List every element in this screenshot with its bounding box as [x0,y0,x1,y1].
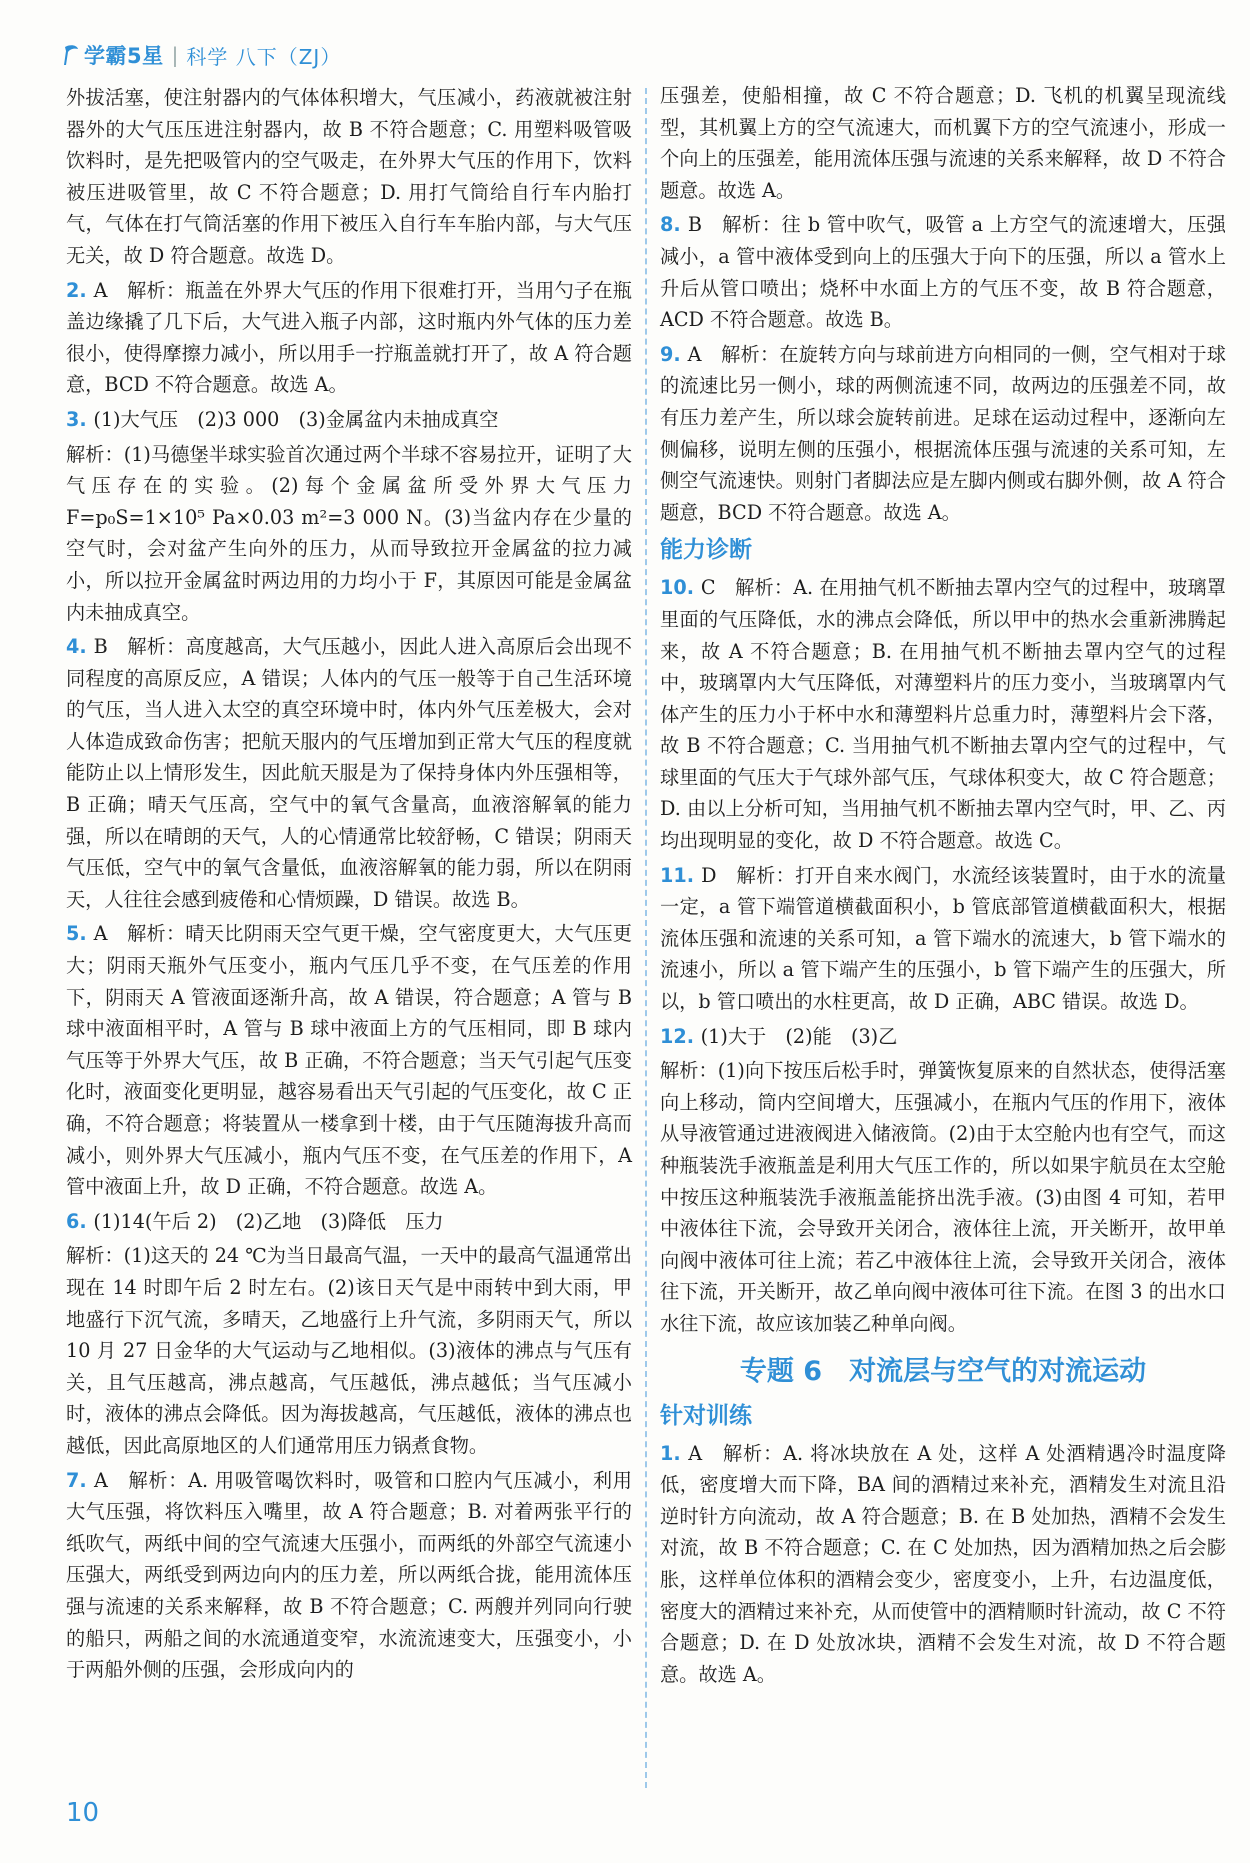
answer-item [660,572,1226,856]
answer-text: 解析：(1)向下按压后松手时，弹簧恢复原来的自然状态，使得活塞向上移动，筒内空间增大，压强减小，在瓶内气压的作用下，液体从导液管通过进液阀进入储液筒。(2)由于太空舱内也有空气，而这种瓶装洗手液瓶盖是利用大气压工作的，所以如果宇航员在太空舱中按压这种瓶装洗手液瓶盖能挤出洗手液。(3)由图 4 可知，若甲中液体往下流，会导致开关闭合，液体往上流，开关断开，故甲单向阀中液体可往上流；若乙中液体往上流，会导致开关闭合，液体往下流，开关断开，故乙单向阀中液体可往下流。在图 3 的出水口水往下流，故应该加装乙种单向阀。 [660,1059,1226,1335]
question-number: 7. [66,1468,95,1492]
answer-item [66,631,632,915]
answer-text: (1)大气压 (2)3 000 (3)金属盆内未抽成真空 [93,407,499,431]
subject-title: 科学 八下（ZJ） [186,44,342,69]
answer-text: 解析：(1)马德堡半球实验首次通过两个半球不容易拉开，证明了大气压存在的实验。(2)每个金属盆所受外界大气压力 F=p₀S=1×10⁵ Pa×0.03 m²=3 000 N。(3)当盆内存在少量的空气时，会对盆产生向外的压力，从而导致拉开金属盆的拉力减小，所以拉开金属盆时两边用的力均小于 F，其原因可能是金属盆内未抽成真空。 [66,442,632,624]
answer-text: (1)14(午后 2) (2)乙地 (3)降低 压力 [93,1209,444,1233]
question-number: 1. [660,1441,689,1465]
question-number: 10. [660,576,701,600]
answer-item [66,1206,632,1238]
header-separator: | [171,43,179,67]
section-heading: 针对训练 [660,1402,752,1429]
answer-paragraph [66,1240,632,1461]
left-column [66,82,632,1689]
answer-item [660,209,1226,335]
answer-text: A 解析：A. 用吸管喝饮料时，吸管和口腔内气压减小，利用大气压强，将饮料压入嘴里，故 A 符合题意；B. 对着两张平行的纸吹气，两纸中间的空气流速大压强小，而两纸的外部空气流速小压强大，两纸受到两边向内的压力差，所以两纸合拢，能用流体压强与流速的关系来解释，故 B 不符合题意；C. 两艘并列同向行驶的船只，两船之间的水流通道变窄，水流流速变大，压强变小，小于两船外侧的压强，会形成向内的 [66,1468,632,1682]
column-divider [645,88,647,1788]
question-number: 9. [660,342,688,366]
question-number: 2. [66,278,94,302]
right-column [660,80,1226,1693]
answer-paragraph [660,80,1226,206]
question-number: 12. [660,1024,701,1048]
answer-text: (1)大于 (2)能 (3)乙 [700,1024,898,1048]
question-number: 8. [660,213,688,237]
answer-item [660,860,1226,1018]
answer-paragraph [66,439,632,629]
topic-heading: 专题 6 对流层与空气的对流运动 [739,1355,1147,1387]
answer-text: B 解析：往 b 管中吹气，吸管 a 上方空气的流速增大，压强减小，a 管中液体受到向上的压强大于向下的压强，所以 a 管水上升后从管口喷出；烧杯中水面上方的气压不变，故 B 符合题意，ACD 不符合题意。故选 B。 [660,213,1226,332]
answer-paragraph [66,82,632,272]
answer-text: A 解析：在旋转方向与球前进方向相同的一侧，空气相对于球的流速比另一侧小，球的两侧流速不同，故两边的压强差不同，故有压力差产生，所以球会旋转前进。足球在运动过程中，逐渐向左侧偏移，说明左侧的压强小，根据流体压强与流速的关系可知，左侧空气流速快。则射门者脚法应是左脚内侧或右脚外侧，故 A 符合题意，BCD 不符合题意。故选 A。 [660,342,1226,524]
question-number: 5. [66,922,94,946]
section-heading: 能力诊断 [660,537,752,564]
answer-text: 压强差，使船相撞，故 C 不符合题意；D. 飞机的机翼呈现流线型，其机翼上方的空气流速大，而机翼下方的空气流速小，形成一个向上的压强差，能用流体压强与流速的关系来解释，故 D 不符合题意。故选 A。 [660,84,1226,202]
page-header [62,40,341,70]
answer-text: A 解析：A. 将冰块放在 A 处，这样 A 处酒精遇冷时温度降低，密度增大而下降，BA 间的酒精过来补充，酒精发生对流且沿逆时针方向流动，故 A 符合题意；B. 在 B 处加热，酒精不会发生对流，故 B 不符合题意；C. 在 C 处加热，因为酒精加热之后会膨胀，这样单位体积的酒精会变少，密度变小，上升，右边温度低，密度大的酒精过来补充，从而使管中的酒精顺时针流动，故 C 不符合题意；D. 在 D 处放冰块，酒精不会发生对流，故 D 不符合题意。故选 A。 [660,1441,1226,1686]
answer-text: B 解析：高度越高，大气压越小，因此人进入高原后会出现不同程度的高原反应，A 错误；人体内的气压一般等于自己生活环境的气压，当人进入太空的真空环境中时，体内外气压差极大，会对人体造成致命伤害；把航天服内的气压增加到正常大气压的程度就能防止以上情形发生，因此航天服是为了保持身体内外压强相等，B 正确；晴天气压高，空气中的氧气含量高，血液溶解氧的能力强，所以在晴朗的天气，人的心情通常比较舒畅，C 错误；阴雨天气压低，空气中的氧气含量低，血液溶解氧的能力弱，所以在阴雨天，人往往会感到疲倦和心情烦躁，D 错误。故选 B。 [66,635,632,911]
answer-text: A 解析：晴天比阴雨天空气更干燥，空气密度更大，大气压更大；阴雨天瓶外气压变小，瓶内气压几乎不变，在气压差的作用下，阴雨天 A 管液面逐渐升高，故 A 错误，符合题意；A 管与 B 球中液面相平时，A 管与 B 球中液面上方的气压相同，即 B 球内气压等于外界大气压，故 B 正确，不符合题意；当天气引起气压变化时，液面变化更明显，越容易看出天气引起的气压变化，故 C 正确，不符合题意；将装置从一楼拿到十楼，由于气压随海拔升高而减小，则外界大气压减小，瓶内气压不变，在气压差的作用下，A 管中液面上升，故 D 正确，不符合题意。故选 A。 [66,922,632,1199]
answer-text: C 解析：A. 在用抽气机不断抽去罩内空气的过程中，玻璃罩里面的气压降低，水的沸点会降低，所以甲中的热水会重新沸腾起来，故 A 不符合题意；B. 在用抽气机不断抽去罩内空气的过程中，玻璃罩内大气压降低，对薄塑料片的压力变小，当玻璃罩内气体产生的压力小于杯中水和薄塑料片总重力时，薄塑料片会下落，故 B 不符合题意；C. 当用抽气机不断抽去罩内空气的过程中，气球里面的气压大于气球外部气压，气球体积变大，故 C 符合题意；D. 由以上分析可知，当用抽气机不断抽去罩内空气时，甲、乙、丙均出现明显的变化，故 D 不符合题意。故选 C。 [660,576,1226,853]
page-number: 10 [66,1798,100,1828]
answer-item [66,1465,632,1686]
question-number: 6. [66,1209,94,1233]
question-number: 3. [66,407,94,431]
question-number: 11. [660,863,702,887]
answer-item [660,1438,1226,1691]
answer-text: 解析：(1)这天的 24 ℃为当日最高气温，一天中的最高气温通常出现在 14 时即午后 2 时左右。(2)该日天气是中雨转中到大雨，甲地盛行下沉气流，多晴天，乙地盛行上升气流，多阴雨天气，所以 10 月 27 日金华的大气运动与乙地相似。(3)液体的沸点与气压有关，且气压越高，沸点越高，气压越低，沸点越低；当气压减小时，液体的沸点会降低。因为海拔越高，气压越低，液体的沸点也越低，因此高原地区的人们通常用压力锅煮食物。 [66,1244,632,1457]
answer-text: A 解析：瓶盖在外界大气压的作用下很难打开，当用勺子在瓶盖边缘撬了几下后，大气进入瓶子内部，这时瓶内外气体的压力差很小，使得摩擦力减小，所以用手一拧瓶盖就打开了，故 A 符合题意，BCD 不符合题意。故选 A。 [66,278,632,397]
answer-item [660,1021,1226,1053]
question-number: 4. [66,635,94,659]
answer-item [66,275,632,401]
brand-logo-icon [62,43,80,67]
answer-item [66,404,632,436]
brand-name: 学霸5星 [84,44,164,68]
answer-item [660,339,1226,529]
answer-text: 外拔活塞，使注射器内的气体体积增大，气压减小，药液就被注射器外的大气压压进注射器内，故 B 不符合题意；C. 用塑料吸管吸饮料时，是先把吸管内的空气吸走，在外界大气压的作用下，饮料被压进吸管里，故 C 不符合题意；D. 用打气筒给自行车内胎打气，气体在打气筒活塞的作用下被压入自行车车胎内部，与大气压无关，故 D 符合题意。故选 D。 [66,86,632,267]
answer-paragraph [660,1055,1226,1339]
answer-text: D 解析：打开自来水阀门，水流经该装置时，由于水的流量一定，a 管下端管道横截面积小，b 管底部管道横截面积大，根据流体压强和流速的关系可知，a 管下端水的流速大，b 管下端水的流速小，所以 a 管下端产生的压强小，b 管下端产生的压强大，所以，b 管口喷出的水柱更高，故 D 正确，ABC 错误。故选 D。 [660,863,1227,1014]
answer-item [66,918,632,1202]
